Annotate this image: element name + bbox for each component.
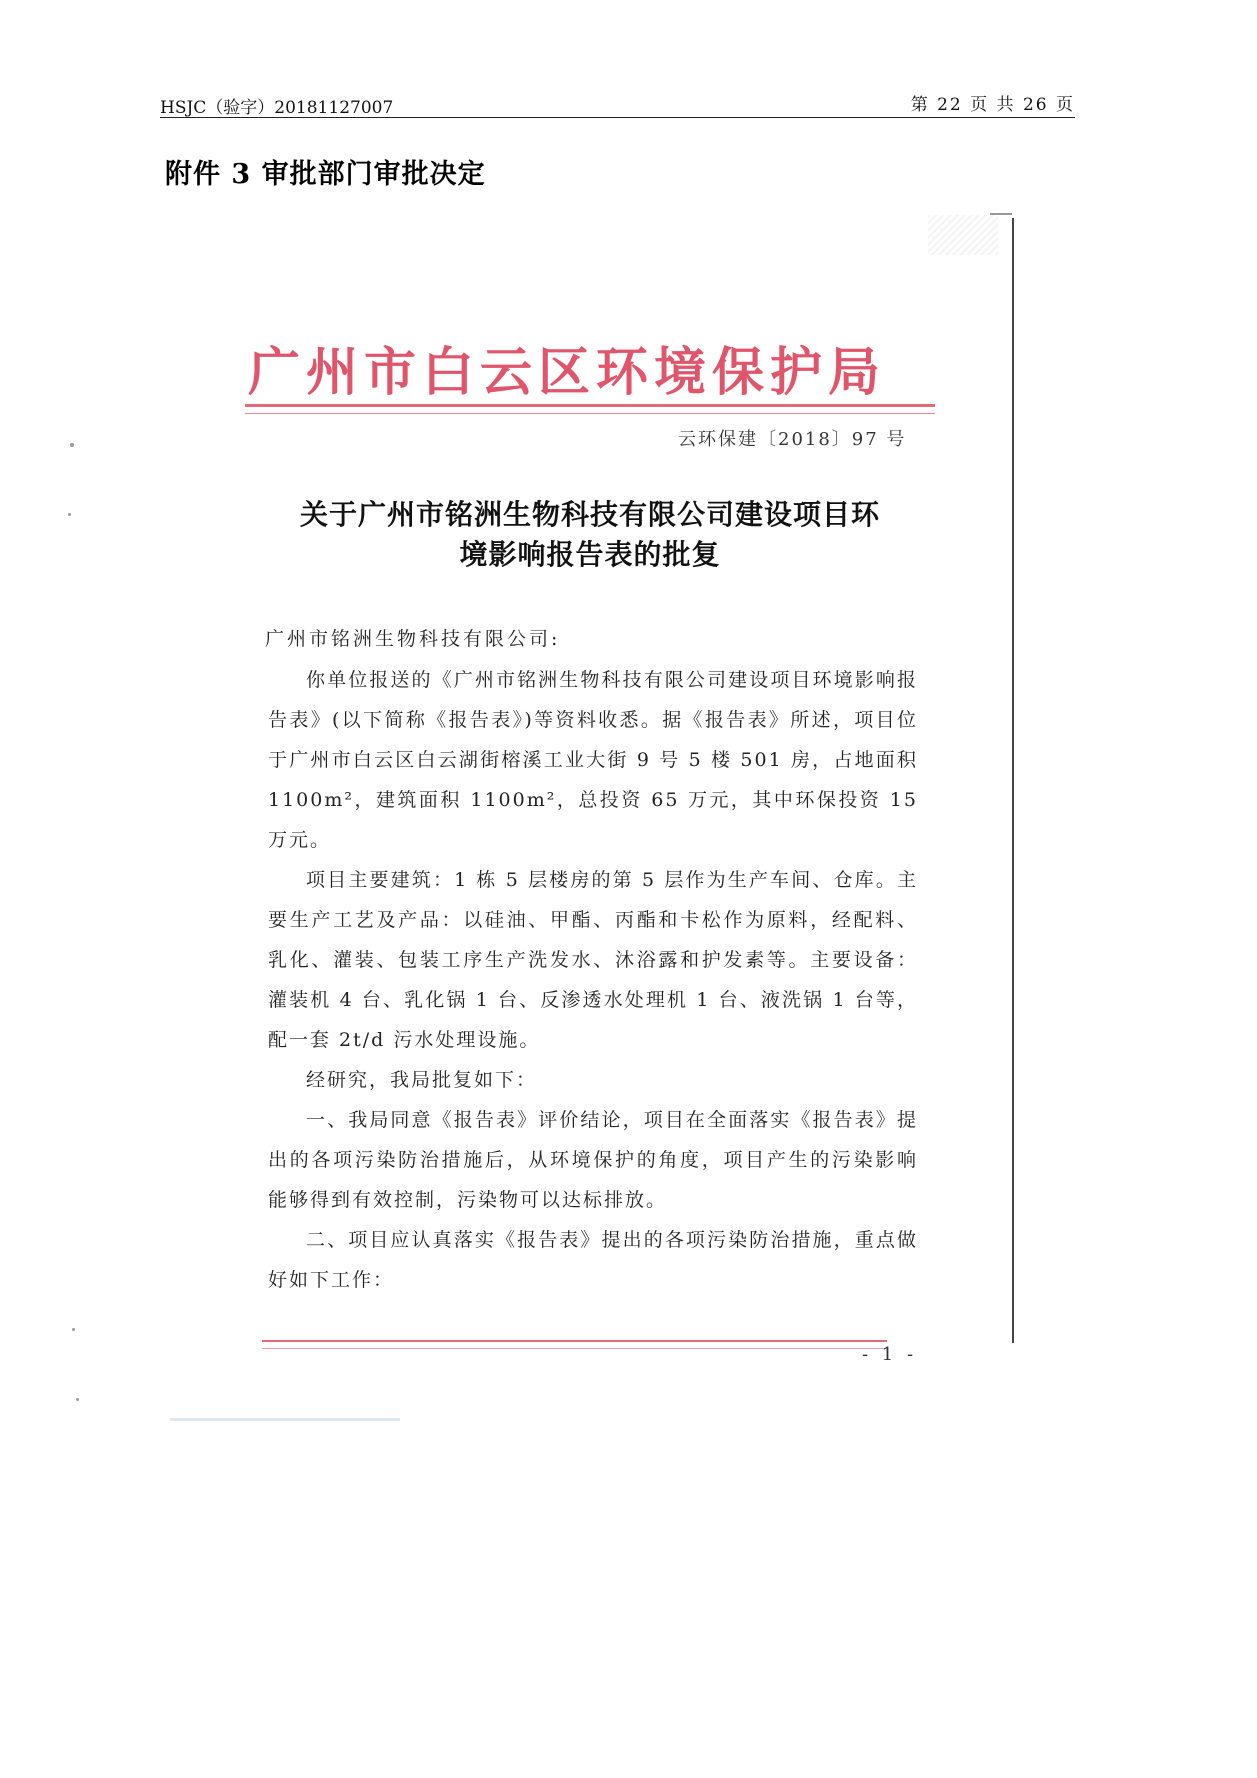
- addressee: 广州市铭洲生物科技有限公司:: [265, 628, 561, 650]
- scan-edge-right: [1012, 218, 1014, 1343]
- scan-speck: [68, 513, 71, 516]
- document-title-line-2: 境影响报告表的批复: [459, 538, 721, 571]
- paragraph-1: 你单位报送的《广州市铭洲生物科技有限公司建设项目环境影响报告表》(以下简称《报告表》)等资料收悉。据《报告表》所述，项目位于广州市白云区白云湖街榕溪工业大街 9 号 5 楼 501 房，占地面积 1100m²，建筑面积 1100m²，总投资 65 万元，其中环保投资 15 万元。: [268, 669, 918, 851]
- document-title-line-1: 关于广州市铭洲生物科技有限公司建设项目环: [299, 498, 880, 531]
- scan-speck: [76, 1398, 79, 1401]
- letterhead-red-rule: [245, 404, 935, 407]
- paragraph-2: 项目主要建筑：1 栋 5 层楼房的第 5 层作为生产车间、仓库。主要生产工艺及产品：以硅油、甲酯、丙酯和卡松作为原料，经配料、乳化、灌装、包装工序生产洗发水、沐浴露和护发素等。主要设备：灌装机 4 台、乳化锅 1 台、反渗透水处理机 1 台、液洗锅 1 台等，配一套 2t/d 污水处理设施。: [268, 869, 918, 1051]
- document-number: 云环保建〔2018〕97 号: [678, 429, 907, 450]
- page-info: 第 22 页 共 26 页: [910, 95, 1075, 115]
- paragraph-5: 二、项目应认真落实《报告表》提出的各项污染防治措施，重点做好如下工作：: [268, 1229, 918, 1291]
- agency-letterhead: 广州市白云区环境保护局: [248, 342, 887, 403]
- report-number: HSJC（验字）20181127007: [160, 98, 394, 118]
- attachment-title: 附件 3 审批部门审批决定: [165, 159, 486, 190]
- footer-red-rule-thin: [262, 1348, 887, 1349]
- letterhead-red-rule-thin: [245, 413, 935, 414]
- footer-red-rule: [262, 1340, 887, 1342]
- scan-speck: [72, 1328, 75, 1331]
- scan-speck: [70, 443, 74, 447]
- scan-edge-top: [990, 213, 1012, 215]
- scan-noise-patch: [928, 215, 998, 255]
- paragraph-3: 经研究，我局批复如下：: [306, 1069, 538, 1091]
- document-title: [260, 495, 920, 575]
- scan-artifact-line: [170, 1418, 400, 1421]
- paragraph-4: 一、我局同意《报告表》评价结论，项目在全面落实《报告表》提出的各项污染防治措施后，从环境保护的角度，项目产生的污染影响能够得到有效控制，污染物可以达标排放。: [268, 1109, 918, 1211]
- scan-page-number: - 1 -: [862, 1344, 918, 1365]
- body-text: [268, 660, 918, 1300]
- header-rule: [160, 117, 1075, 118]
